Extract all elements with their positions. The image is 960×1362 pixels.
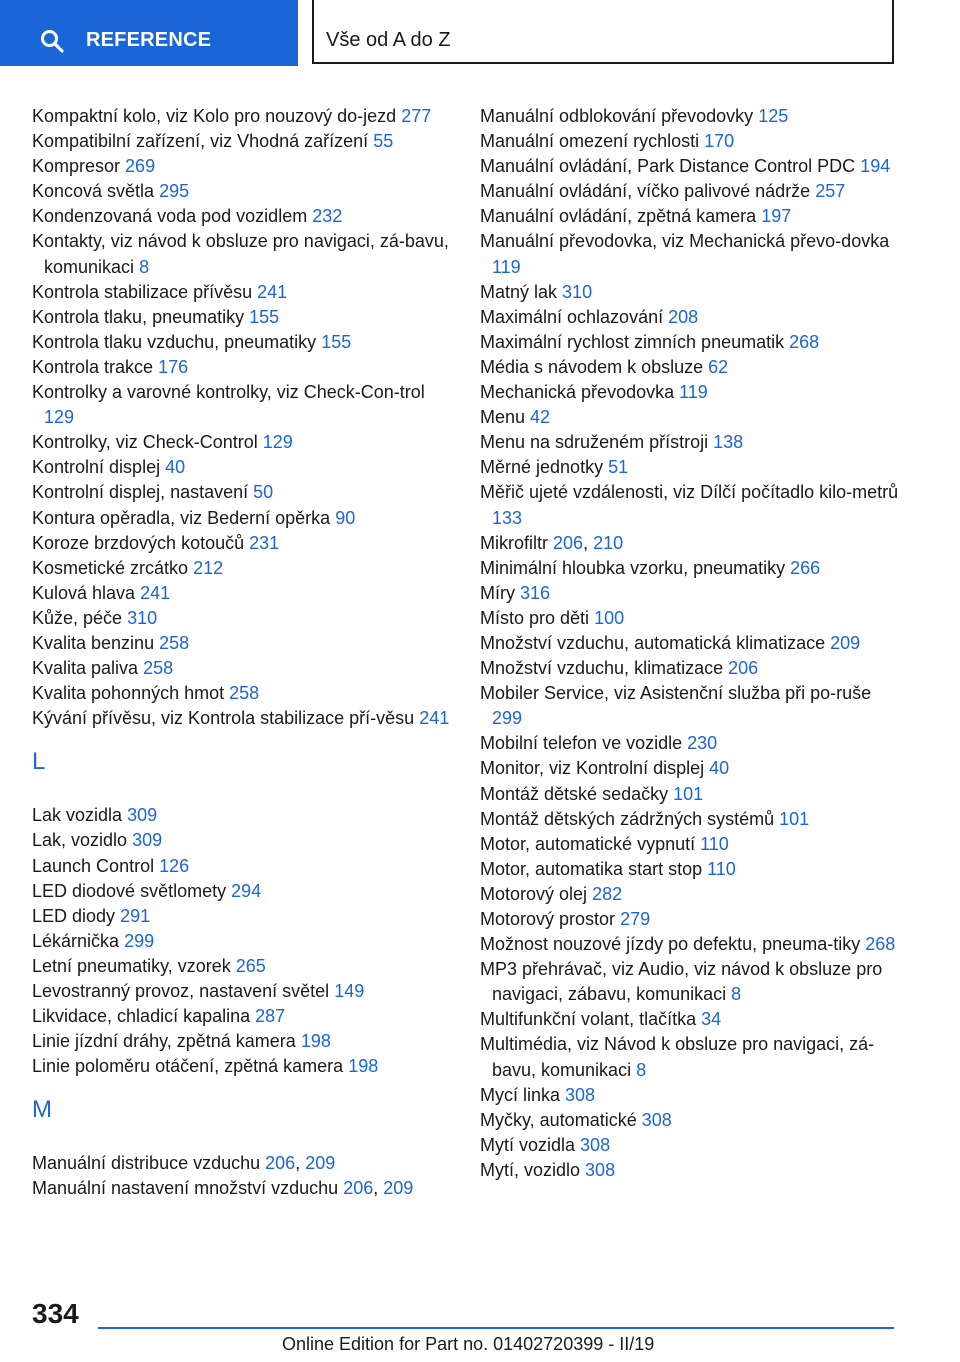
index-entry xyxy=(32,229,452,279)
page-reference-link[interactable]: 90 xyxy=(335,507,356,528)
index-entry-term: Mikrofiltr xyxy=(480,532,548,553)
page-reference-link[interactable]: 209 xyxy=(305,1153,336,1174)
index-entry-term: Manuální ovládání, zpětná kamera xyxy=(480,206,757,227)
index-entry xyxy=(480,1158,900,1183)
index-entry-term: Lak vozidla xyxy=(32,805,123,826)
index-entry xyxy=(480,957,900,1007)
index-entry-term: Kontura opěradla, viz Bederní opěrka xyxy=(32,507,331,528)
index-entry-term: Mycí linka xyxy=(480,1084,561,1105)
page-reference-link[interactable]: 308 xyxy=(565,1084,596,1105)
index-entry-term: Kontrolní displej, nastavení xyxy=(32,482,249,503)
page-reference-link[interactable]: 279 xyxy=(620,909,651,929)
index-entry xyxy=(32,656,452,681)
index-entry xyxy=(32,330,452,355)
index-entry-term: Motorový olej xyxy=(480,883,588,904)
index-entry-term: Kontrola stabilizace přívěsu xyxy=(32,281,253,302)
index-entry-term: Letní pneumatiky, vzorek xyxy=(32,955,231,976)
page-reference-link[interactable]: 206 xyxy=(553,532,584,553)
index-entry-term: Menu na sdruženém přístroji xyxy=(480,432,709,453)
index-entry-term: Množství vzduchu, klimatizace xyxy=(480,658,724,679)
index-entry: Manuální nastavení množství vzduchu 206, 209 xyxy=(32,1178,414,1199)
index-entry-term: Manuální odblokování převodovky xyxy=(480,106,754,126)
reference-tab[interactable] xyxy=(0,0,298,66)
page-reference-link[interactable]: 232 xyxy=(312,206,343,227)
index-entry-term: MP3 přehrávač, viz Audio, viz návod k obsluze pro navigaci, zábavu, komunikaci xyxy=(480,959,883,1005)
index-entry xyxy=(480,731,900,756)
index-entry xyxy=(480,1108,900,1133)
index-entry xyxy=(480,581,900,606)
index-entry-term: Monitor, viz Kontrolní displej xyxy=(480,758,705,779)
page-reference-link[interactable]: 100 xyxy=(594,607,625,628)
index-entry xyxy=(32,979,452,1004)
index-entry xyxy=(32,556,452,581)
page-reference-link[interactable]: 268 xyxy=(865,934,896,955)
page-reference-link[interactable]: 310 xyxy=(127,607,158,628)
index-entry-term: Kontrolky a varovné kontrolky, viz Check-Con-trol xyxy=(32,382,425,403)
index-entry-term: Kontrola tlaku, pneumatiky xyxy=(32,306,245,327)
index-entry-term: Manuální ovládání, Park Distance Control PDC xyxy=(480,156,856,177)
index-entry xyxy=(32,631,452,656)
index-entry xyxy=(480,907,900,932)
index-entry xyxy=(480,179,900,204)
index-entry xyxy=(480,104,900,129)
page-reference-link[interactable]: 8 xyxy=(139,256,150,277)
page-reference-link[interactable]: 266 xyxy=(790,557,821,578)
page-reference-link[interactable]: 62 xyxy=(708,356,729,377)
index-entry-term: Motor, automatické vypnutí xyxy=(480,833,696,854)
index-entry xyxy=(480,129,900,154)
page-reference-link[interactable]: 291 xyxy=(120,905,151,926)
index-entry-term: Motorový prostor xyxy=(480,909,616,929)
index-entry xyxy=(480,355,900,380)
index-entry xyxy=(480,380,900,405)
index-entry-term: Měřič ujeté vzdálenosti, viz Dílčí počítadlo kilo-metrů xyxy=(480,482,899,503)
index-entry-term: Montáž dětské sedačky xyxy=(480,783,669,804)
index-section-letter: M xyxy=(32,1096,52,1124)
index-entry-term: Měrné jednotky xyxy=(480,457,604,478)
index-entry-term: Kůže, péče xyxy=(32,607,123,628)
page-reference-link[interactable]: 197 xyxy=(761,206,792,227)
index-entry xyxy=(32,204,452,229)
index-entry xyxy=(32,355,452,380)
index-entry xyxy=(480,556,900,581)
index-entry-term: LED diodové světlomety xyxy=(32,880,227,901)
index-column-right xyxy=(480,104,900,1183)
index-entry xyxy=(480,455,900,480)
reference-tab-label: REFERENCE xyxy=(86,29,212,51)
page-reference-link[interactable]: 129 xyxy=(262,432,293,453)
page-reference-link[interactable]: 170 xyxy=(704,131,735,152)
index-entry xyxy=(32,706,452,731)
index-entry xyxy=(480,330,900,355)
page-reference-link[interactable]: 308 xyxy=(641,1109,672,1130)
page-reference-link[interactable]: 210 xyxy=(593,532,624,553)
page-reference-link[interactable]: 287 xyxy=(255,1006,286,1027)
page-reference-link[interactable]: 206 xyxy=(343,1178,374,1199)
index-entry-term: Levostranný provoz, nastavení světel xyxy=(32,981,330,1001)
page-reference-link[interactable]: 299 xyxy=(492,708,523,729)
index-entry-term: Mobilní telefon ve vozidle xyxy=(480,733,683,754)
page-reference-link[interactable]: 119 xyxy=(492,256,521,277)
index-entry-term: Kvalita benzinu xyxy=(32,632,155,653)
page-reference-link[interactable]: 268 xyxy=(789,331,820,352)
index-entry-term: Menu xyxy=(480,407,526,428)
page-reference-link[interactable]: 258 xyxy=(229,683,260,704)
index-entry-term: Kulová hlava xyxy=(32,582,136,603)
page-reference-link[interactable]: 308 xyxy=(580,1134,611,1155)
page-reference-link[interactable]: 101 xyxy=(779,808,810,829)
page-reference-link[interactable]: 155 xyxy=(249,306,280,327)
page-reference-link[interactable]: 198 xyxy=(300,1031,331,1052)
page-reference-link[interactable]: 269 xyxy=(125,156,156,177)
index-entry xyxy=(480,756,900,781)
page-reference-link[interactable]: 309 xyxy=(127,805,158,826)
index-entry xyxy=(32,1004,452,1029)
index-entry-term: Možnost nouzové jízdy po defektu, pneuma-tiky xyxy=(480,934,861,955)
index-entry-term: Kývání přívěsu, viz Kontrola stabilizace pří-věsu xyxy=(32,708,415,729)
index-entry-term: Koroze brzdových kotoučů xyxy=(32,532,245,553)
index-entry xyxy=(32,929,452,954)
index-entry-term: Matný lak xyxy=(480,281,558,302)
index-entry xyxy=(480,857,900,882)
index-entry xyxy=(32,681,452,706)
index-entry: Manuální distribuce vzduchu 206, 209 xyxy=(32,1153,336,1174)
index-entry: Mikrofiltr 206, 210 xyxy=(480,532,624,553)
page-reference-link[interactable]: 138 xyxy=(713,432,744,453)
index-entry xyxy=(480,631,900,656)
page-reference-link[interactable]: 129 xyxy=(44,407,75,428)
index-entry xyxy=(480,305,900,330)
page-reference-link[interactable]: 42 xyxy=(530,407,551,428)
page-reference-link[interactable]: 308 xyxy=(585,1159,616,1180)
page-reference-link[interactable]: 176 xyxy=(158,356,189,377)
index-entry xyxy=(480,1133,900,1158)
page-reference-link[interactable]: 40 xyxy=(165,457,186,478)
index-entry-term: Mechanická převodovka xyxy=(480,382,675,403)
page-number: 334 xyxy=(32,1298,79,1329)
index-entry-term: Množství vzduchu, automatická klimatizace xyxy=(480,632,826,653)
index-entry xyxy=(480,656,900,681)
page-reference-link[interactable]: 299 xyxy=(124,930,155,951)
index-entry-term: Linie poloměru otáčení, zpětná kamera xyxy=(32,1056,344,1077)
index-entry-term: Kompresor xyxy=(32,156,121,177)
page-reference-link[interactable]: 212 xyxy=(193,557,224,578)
index-entry xyxy=(32,104,452,129)
index-entry xyxy=(32,879,452,904)
index-entry-term: Kontrolky, viz Check-Control xyxy=(32,432,258,453)
index-entry-term: Launch Control xyxy=(32,855,155,876)
page-reference-link[interactable]: 119 xyxy=(679,382,708,403)
index-column-left xyxy=(32,104,452,1202)
index-entry-term: Maximální rychlost zimních pneumatik xyxy=(480,331,785,352)
index-entry-term: Kompatibilní zařízení, viz Vhodná zařízení xyxy=(32,131,369,152)
page-reference-link[interactable]: 198 xyxy=(348,1056,379,1077)
page-reference-link[interactable]: 209 xyxy=(383,1178,414,1199)
index-entry-term: Místo pro děti xyxy=(480,607,590,628)
index-entry xyxy=(480,681,900,731)
index-entry-term: Kontakty, viz návod k obsluze pro navigaci, zá-bavu, komunikaci xyxy=(32,231,449,277)
page-reference-link[interactable]: 101 xyxy=(673,783,704,804)
index-entry-term: Kondenzovaná voda pod vozidlem xyxy=(32,206,308,227)
index-entry xyxy=(480,1083,900,1108)
index-entry-term: Lak, vozidlo xyxy=(32,830,128,851)
page-reference-link[interactable]: 40 xyxy=(709,758,730,779)
page-reference-link[interactable]: 206 xyxy=(728,658,759,679)
index-entry-term: Kvalita pohonných hmot xyxy=(32,683,225,704)
page-reference-link[interactable]: 126 xyxy=(159,855,190,876)
page-reference-link[interactable]: 51 xyxy=(608,457,629,478)
page-reference-link[interactable]: 294 xyxy=(231,880,262,901)
index-entry xyxy=(480,480,900,530)
index-entry xyxy=(32,480,452,505)
page-reference-link[interactable]: 241 xyxy=(419,708,450,729)
page-reference-link[interactable]: 133 xyxy=(492,507,523,528)
index-entry-term: Manuální omezení rychlosti xyxy=(480,131,700,152)
page-header xyxy=(0,0,960,66)
footer-edition-text: Online Edition for Part no. 01402720399 - II/19 xyxy=(282,1334,655,1354)
index-entry xyxy=(480,832,900,857)
index-entry xyxy=(32,305,452,330)
index-entry xyxy=(480,154,900,179)
page-reference-link[interactable]: 208 xyxy=(668,306,699,327)
index-entry xyxy=(32,129,452,154)
page-reference-link[interactable]: 8 xyxy=(636,1059,647,1080)
index-entry xyxy=(32,455,452,480)
page-reference-link[interactable]: 230 xyxy=(687,733,718,754)
page-reference-link[interactable]: 231 xyxy=(249,532,280,553)
index-entry xyxy=(32,828,452,853)
index-entry xyxy=(32,606,452,631)
index-entry xyxy=(480,882,900,907)
index-entry xyxy=(32,531,452,556)
index-entry-term: Multimédia, viz Návod k obsluze pro navigaci, zá-bavu, komunikaci xyxy=(480,1034,875,1080)
index-entry xyxy=(480,606,900,631)
index-entry-term: Montáž dětských zádržných systémů xyxy=(480,808,775,829)
index-entry-term: Koncová světla xyxy=(32,181,155,202)
page-reference-link[interactable]: 110 xyxy=(707,858,736,879)
search-icon xyxy=(40,29,64,53)
page-reference-link[interactable]: 257 xyxy=(815,181,846,202)
index-entry-term: Motor, automatika start stop xyxy=(480,858,703,879)
index-entry xyxy=(480,204,900,229)
page-reference-link[interactable]: 206 xyxy=(265,1153,296,1174)
index-entry-term: Mytí vozidla xyxy=(480,1134,576,1155)
section-title: Vše od A do Z xyxy=(326,29,451,51)
page-reference-link[interactable]: 50 xyxy=(253,482,274,503)
index-entry xyxy=(480,1007,900,1032)
page-reference-link[interactable]: 277 xyxy=(401,106,432,126)
index-entry xyxy=(480,807,900,832)
index-entry-term: Kontrola tlaku vzduchu, pneumatiky xyxy=(32,331,317,352)
index-entry-term: Míry xyxy=(480,582,515,603)
index-entry xyxy=(32,154,452,179)
page-reference-link[interactable]: 258 xyxy=(143,658,174,679)
section-title-box xyxy=(312,0,894,64)
index-entry-term: Kompaktní kolo, viz Kolo pro nouzový do-jezd xyxy=(32,106,397,126)
index-entry-term: Manuální ovládání, víčko palivové nádrže xyxy=(480,181,811,202)
index-entry-term: Manuální nastavení množství vzduchu xyxy=(32,1178,339,1199)
index-entry-term: Maximální ochlazování xyxy=(480,306,664,327)
page-reference-link[interactable]: 265 xyxy=(235,955,266,976)
footer-divider xyxy=(98,1327,894,1329)
page-reference-link[interactable]: 8 xyxy=(731,984,742,1005)
index-entry-term: Média s návodem k obsluze xyxy=(480,356,704,377)
index-entry xyxy=(32,280,452,305)
index-entry xyxy=(32,1054,452,1079)
page-reference-link[interactable]: 34 xyxy=(701,1009,722,1030)
page-reference-link[interactable]: 55 xyxy=(373,131,394,152)
page-reference-link[interactable]: 155 xyxy=(321,331,352,352)
index-entry xyxy=(480,280,900,305)
index-entry-term: Manuální převodovka, viz Mechanická převo-dovka xyxy=(480,231,890,252)
index-entry xyxy=(480,932,900,957)
index-entry-term: Minimální hloubka vzorku, pneumatiky xyxy=(480,557,786,578)
index-entry xyxy=(32,380,452,430)
index-entry-term: Kvalita paliva xyxy=(32,658,139,679)
index-section-letter: L xyxy=(32,748,46,776)
page-reference-link[interactable]: 316 xyxy=(520,582,551,603)
page-reference-link[interactable]: 309 xyxy=(132,830,163,851)
index-entry xyxy=(480,782,900,807)
page-reference-link[interactable]: 295 xyxy=(159,181,190,202)
index-entry xyxy=(32,506,452,531)
page-reference-link[interactable]: 125 xyxy=(758,106,789,126)
index-entry xyxy=(32,430,452,455)
page-reference-link[interactable]: 194 xyxy=(860,156,891,177)
index-entry-term: Multifunkční volant, tlačítka xyxy=(480,1009,697,1030)
page-reference-link[interactable]: 258 xyxy=(159,632,190,653)
page-reference-link[interactable]: 149 xyxy=(334,981,365,1001)
index-entry-term: Kontrolní displej xyxy=(32,457,161,478)
index-entry-term: Kosmetické zrcátko xyxy=(32,557,189,578)
index-entry-term: Kontrola trakce xyxy=(32,356,154,377)
index-entry xyxy=(32,1029,452,1054)
index-entry-term: LED diody xyxy=(32,905,116,926)
page-reference-link[interactable]: 241 xyxy=(140,582,171,603)
index-entry xyxy=(32,854,452,879)
index-entry xyxy=(480,1032,900,1082)
index-entry-term: Linie jízdní dráhy, zpětná kamera xyxy=(32,1031,296,1052)
index-entry-term: Mytí, vozidlo xyxy=(480,1159,581,1180)
index-entry xyxy=(32,581,452,606)
index-entry xyxy=(480,229,900,279)
index-entry-term: Likvidace, chladicí kapalina xyxy=(32,1006,251,1027)
page-reference-link[interactable]: 209 xyxy=(830,632,861,653)
index-entry-term: Lékárnička xyxy=(32,930,120,951)
index-entry xyxy=(32,954,452,979)
index-entry-term: Myčky, automatické xyxy=(480,1109,637,1130)
index-entry xyxy=(32,904,452,929)
page-reference-link[interactable]: 310 xyxy=(562,281,593,302)
index-entry xyxy=(32,803,452,828)
page-reference-link[interactable]: 110 xyxy=(700,833,729,854)
index-entry xyxy=(32,179,452,204)
index-entry-term: Manuální distribuce vzduchu xyxy=(32,1153,261,1174)
index-entry xyxy=(480,430,900,455)
page-reference-link[interactable]: 241 xyxy=(257,281,288,302)
page-reference-link[interactable]: 282 xyxy=(592,883,623,904)
index-entry-term: Mobiler Service, viz Asistenční služba při po-ruše xyxy=(480,683,872,704)
index-entry xyxy=(480,405,900,430)
